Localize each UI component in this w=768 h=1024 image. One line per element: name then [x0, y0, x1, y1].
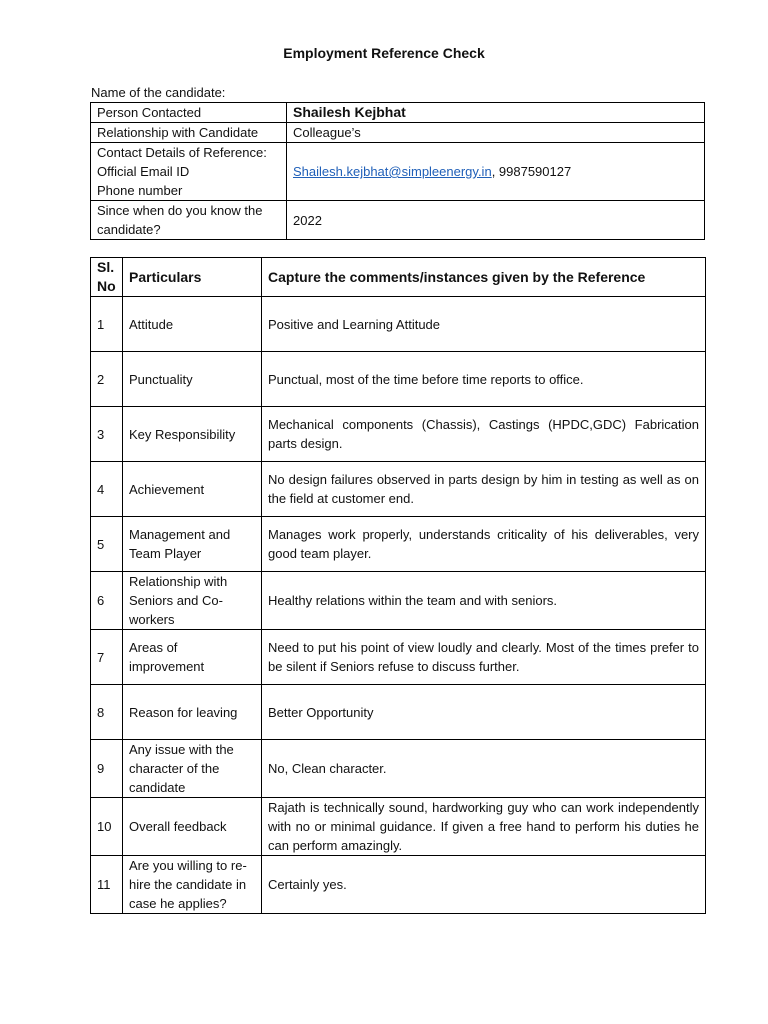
table-row	[91, 740, 706, 798]
contact-details-value	[287, 143, 705, 201]
table-row	[91, 685, 706, 740]
header-particulars: Particulars	[123, 258, 262, 297]
row-number: 4	[91, 462, 123, 517]
row-number: 10	[91, 798, 123, 856]
row-number: 3	[91, 407, 123, 462]
relationship-label: Relationship with Candidate	[91, 123, 287, 143]
person-contacted-value: Shailesh Kejbhat	[287, 103, 705, 123]
table-row	[91, 352, 706, 407]
table-row	[91, 856, 706, 914]
row-number: 5	[91, 517, 123, 572]
row-particular: Attitude	[123, 297, 262, 352]
official-email-label: Official Email ID	[97, 164, 190, 179]
reference-email-link[interactable]: Shailesh.kejbhat@simpleenergy.in	[293, 164, 492, 179]
row-comment: Mechanical components (Chassis), Castings (HPDC,GDC) Fabrication parts design.	[262, 407, 706, 462]
row-particular: Reason for leaving	[123, 685, 262, 740]
row-number: 6	[91, 572, 123, 630]
page-title: Employment Reference Check	[283, 45, 485, 61]
row-comment: Certainly yes.	[262, 856, 706, 914]
row-number: 8	[91, 685, 123, 740]
contact-details-label	[91, 143, 287, 201]
table-row	[91, 798, 706, 856]
reference-phone: , 9987590127	[491, 164, 572, 179]
table-row	[91, 297, 706, 352]
row-comment: No design failures observed in parts design by him in testing as well as on the field at customer end.	[262, 462, 706, 517]
relationship-row	[91, 123, 705, 143]
person-contacted-label: Person Contacted	[91, 103, 287, 123]
since-when-label: Since when do you know the candidate?	[91, 201, 287, 240]
row-particular: Punctuality	[123, 352, 262, 407]
row-comment: Manages work properly, understands criticality of his deliverables, very good team player.	[262, 517, 706, 572]
row-comment: Positive and Learning Attitude	[262, 297, 706, 352]
row-comment: Need to put his point of view loudly and clearly. Most of the times prefer to be silent if Seniors refuse to discuss further.	[262, 630, 706, 685]
row-number: 7	[91, 630, 123, 685]
row-particular: Areas of improvement	[123, 630, 262, 685]
row-particular: Are you willing to re-hire the candidate in case he applies?	[123, 856, 262, 914]
contact-details-row	[91, 143, 705, 201]
since-when-row	[91, 201, 705, 240]
table-row	[91, 630, 706, 685]
row-comment: Punctual, most of the time before time reports to office.	[262, 352, 706, 407]
header-comments: Capture the comments/instances given by the Reference	[262, 258, 706, 297]
row-particular: Relationship with Seniors and Co-workers	[123, 572, 262, 630]
row-particular: Overall feedback	[123, 798, 262, 856]
contact-details-heading: Contact Details of Reference:	[97, 145, 267, 160]
header-sl-no: Sl. No	[91, 258, 123, 297]
table-header-row	[91, 258, 706, 297]
phone-number-label: Phone number	[97, 183, 183, 198]
row-particular: Achievement	[123, 462, 262, 517]
row-number: 11	[91, 856, 123, 914]
table-row	[91, 517, 706, 572]
row-comment: Better Opportunity	[262, 685, 706, 740]
row-particular: Any issue with the character of the candidate	[123, 740, 262, 798]
row-particular: Key Responsibility	[123, 407, 262, 462]
row-comment: Rajath is technically sound, hardworking guy who can work independently with no or minimal guidance. If given a free hand to perform his duties he can perform amazingly.	[262, 798, 706, 856]
row-comment: No, Clean character.	[262, 740, 706, 798]
candidate-name-label: Name of the candidate:	[91, 85, 226, 100]
since-when-value: 2022	[287, 201, 705, 240]
row-number: 2	[91, 352, 123, 407]
reference-details-table	[90, 102, 705, 240]
row-particular: Management and Team Player	[123, 517, 262, 572]
table-row	[91, 572, 706, 630]
relationship-value: Colleague’s	[287, 123, 705, 143]
person-contacted-row	[91, 103, 705, 123]
row-number: 1	[91, 297, 123, 352]
table-row	[91, 407, 706, 462]
row-comment: Healthy relations within the team and with seniors.	[262, 572, 706, 630]
table-row	[91, 462, 706, 517]
reference-comments-table	[90, 257, 706, 914]
row-number: 9	[91, 740, 123, 798]
